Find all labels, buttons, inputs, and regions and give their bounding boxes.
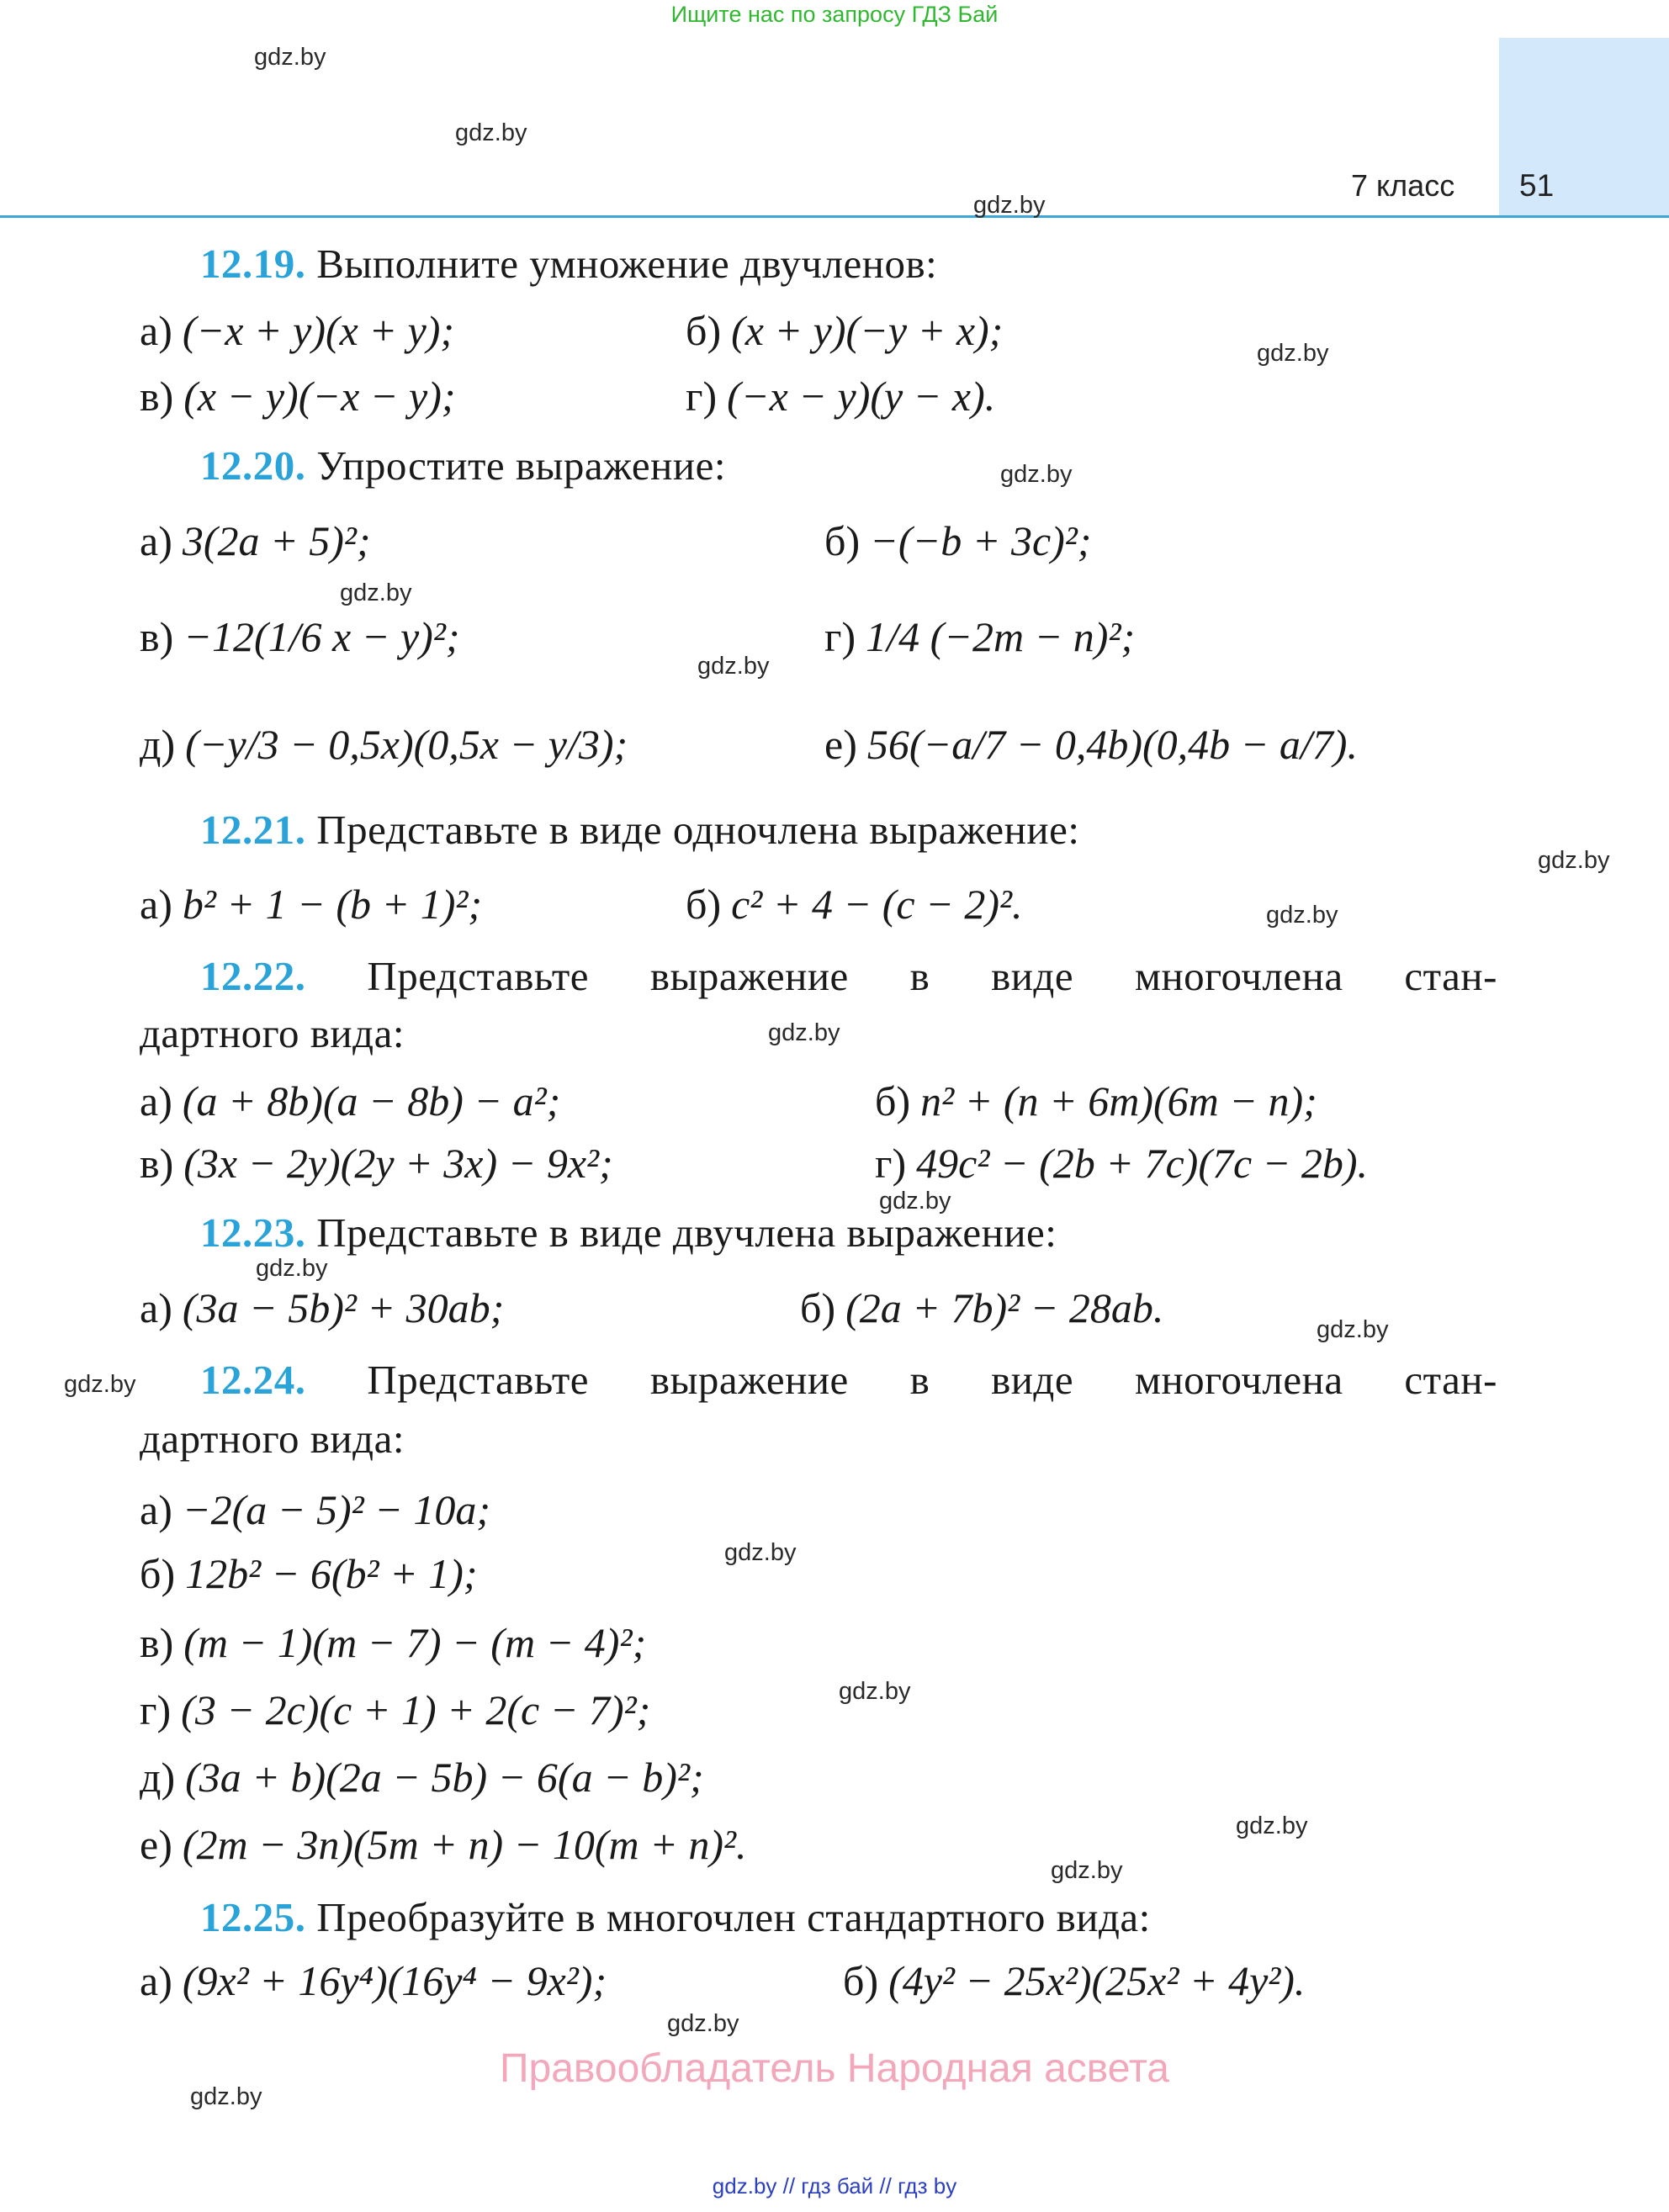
exercise-item <box>140 1753 704 1802</box>
task-title: Представьте в виде двучлена выражение: <box>316 1209 1057 1256</box>
watermark: gdz.by <box>1000 461 1073 488</box>
item-label: б) <box>140 1550 176 1597</box>
title-word: виде <box>991 1357 1074 1403</box>
exercise-item <box>140 1283 504 1332</box>
footer-links: gdz.by // гдз бай // гдз by <box>712 2173 957 2199</box>
watermark: gdz.by <box>724 1539 797 1566</box>
item-expression: −(−b + 3c)²; <box>870 517 1092 564</box>
item-expression: (3 − 2c)(c + 1) + 2(c − 7)²; <box>181 1686 651 1733</box>
item-label: а) <box>140 307 172 354</box>
watermark: gdz.by <box>1538 847 1610 874</box>
task-title: Преобразуйте в многочлен стандартного вида: <box>316 1894 1151 1940</box>
task-heading <box>200 1356 1497 1404</box>
watermark: gdz.by <box>64 1371 136 1398</box>
watermark: gdz.by <box>1317 1316 1389 1343</box>
item-label: б) <box>824 517 861 564</box>
title-word: многочлена <box>1134 1357 1343 1403</box>
exercise-item <box>824 516 1091 565</box>
item-label: г) <box>140 1686 172 1733</box>
header-rule <box>0 215 1669 218</box>
task-number: 12.23. <box>200 1209 306 1256</box>
item-label: б) <box>843 1957 879 2004</box>
title-word: стан- <box>1404 1357 1497 1403</box>
watermark: gdz.by <box>667 2010 739 2037</box>
exercise-item <box>140 1485 490 1534</box>
title-word: виде <box>991 953 1074 999</box>
item-expression: −12(1/6 x − y)²; <box>183 613 460 660</box>
item-label: в) <box>140 373 174 420</box>
item-expression: (m − 1)(m − 7) − (m − 4)²; <box>183 1619 647 1666</box>
exercise-item <box>140 1618 646 1667</box>
grade-label: 7 класс <box>1351 168 1455 203</box>
exercise-item <box>686 372 995 421</box>
exercise-item <box>140 880 482 929</box>
item-label: а) <box>140 881 172 928</box>
exercise-item <box>140 1139 613 1188</box>
item-expression: (x + y)(−y + x); <box>731 307 1004 354</box>
item-expression: (−y/3 − 0,5x)(0,5x − y/3); <box>185 721 628 768</box>
item-label: а) <box>140 1486 172 1533</box>
title-word: в <box>909 1357 930 1403</box>
page-number: 51 <box>1519 168 1555 203</box>
item-expression: (−x + y)(x + y); <box>182 307 455 354</box>
item-label: д) <box>140 721 176 768</box>
exercise-item <box>140 516 371 565</box>
item-label: б) <box>686 881 722 928</box>
item-label: а) <box>140 1077 172 1125</box>
exercise-item <box>824 720 1358 769</box>
item-label: д) <box>140 1754 176 1801</box>
task-number: 12.25. <box>200 1894 306 1940</box>
watermark: gdz.by <box>768 1019 840 1046</box>
item-expression: (3x − 2y)(2y + 3x) − 9x²; <box>183 1140 613 1187</box>
task-number: 12.19. <box>200 241 306 287</box>
item-label: а) <box>140 1284 172 1331</box>
item-expression: 12b² − 6(b² + 1); <box>185 1550 478 1597</box>
task-heading <box>200 806 1080 854</box>
exercise-item <box>875 1139 1368 1188</box>
watermark: gdz.by <box>1236 1812 1308 1839</box>
top-banner: Ищите нас по запросу ГДЗ Бай <box>670 2 999 27</box>
task-number: 12.21. <box>200 807 306 853</box>
title-word: многочлена <box>1134 953 1343 999</box>
item-expression: (9x² + 16y⁴)(16y⁴ − 9x²); <box>182 1957 607 2004</box>
exercise-item <box>140 372 456 421</box>
watermark: gdz.by <box>697 653 770 680</box>
item-label: г) <box>824 613 856 660</box>
item-label: г) <box>686 373 718 420</box>
item-label: в) <box>140 613 174 660</box>
watermark: gdz.by <box>839 1678 911 1705</box>
item-expression: (x − y)(−x − y); <box>183 373 456 420</box>
watermark: gdz.by <box>455 119 527 146</box>
exercise-item <box>686 880 1022 929</box>
watermark: gdz.by <box>973 192 1046 219</box>
title-word: выражение <box>649 953 849 999</box>
exercise-item <box>140 1685 650 1734</box>
watermark: gdz.by <box>1266 902 1338 929</box>
item-label: в) <box>140 1619 174 1666</box>
exercise-item <box>824 612 1135 661</box>
item-label: е) <box>824 721 857 768</box>
task-title-continuation: дартного вида: <box>140 1010 405 1056</box>
exercise-item <box>875 1077 1317 1125</box>
task-heading <box>200 240 937 288</box>
watermark: gdz.by <box>1257 340 1329 367</box>
exercise-item <box>843 1956 1305 2005</box>
item-label: в) <box>140 1140 174 1187</box>
title-word: Представьте <box>367 1357 590 1403</box>
item-label: е) <box>140 1821 172 1868</box>
task-title: Упростите выражение: <box>316 442 726 489</box>
watermark: gdz.by <box>879 1188 951 1214</box>
item-expression: (3a − 5b)² + 30ab; <box>182 1284 505 1331</box>
task-title: Выполните умножение двучленов: <box>316 241 938 287</box>
watermark: gdz.by <box>340 579 412 606</box>
item-expression: 3(2a + 5)²; <box>182 517 371 564</box>
title-word: Представьте <box>367 953 590 999</box>
task-heading <box>200 442 726 489</box>
item-expression: (4y² − 25x²)(25x² + 4y²). <box>888 1957 1306 2004</box>
item-expression: (2a + 7b)² − 28ab. <box>845 1284 1164 1331</box>
title-word: выражение <box>649 1357 849 1403</box>
item-label: б) <box>875 1077 911 1125</box>
task-number: 12.22. <box>200 953 306 999</box>
item-expression: 1/4 (−2m − n)²; <box>866 613 1136 660</box>
item-expression: (−x − y)(y − x). <box>727 373 996 420</box>
task-heading <box>200 1209 1057 1257</box>
item-expression: (2m − 3n)(5m + n) − 10(m + n)². <box>182 1821 747 1868</box>
exercise-item <box>686 306 1003 355</box>
watermark: gdz.by <box>254 44 326 71</box>
item-expression: 56(−a/7 − 0,4b)(0,4b − a/7). <box>866 721 1358 768</box>
exercise-item <box>140 612 459 661</box>
task-number: 12.20. <box>200 442 306 489</box>
exercise-item <box>800 1283 1163 1332</box>
item-label: б) <box>800 1284 836 1331</box>
exercise-item <box>140 1549 478 1598</box>
watermark: gdz.by <box>256 1255 328 1282</box>
item-label: а) <box>140 1957 172 2004</box>
exercise-item <box>140 306 454 355</box>
task-heading <box>200 1893 1151 1941</box>
item-expression: c² + 4 − (c − 2)². <box>731 881 1023 928</box>
exercise-item <box>140 1820 747 1869</box>
item-expression: (a + 8b)(a − 8b) − a²; <box>182 1077 561 1125</box>
watermark: gdz.by <box>190 2083 262 2110</box>
item-label: г) <box>875 1140 907 1187</box>
item-expression: 49c² − (2b + 7c)(7c − 2b). <box>916 1140 1369 1187</box>
task-title-continuation: дартного вида: <box>140 1416 405 1462</box>
item-label: б) <box>686 307 722 354</box>
task-title: Представьте в виде одночлена выражение: <box>316 807 1080 853</box>
watermark: gdz.by <box>1051 1857 1123 1884</box>
exercise-item <box>140 720 628 769</box>
title-word: в <box>909 953 930 999</box>
exercise-item <box>140 1077 560 1125</box>
item-expression: −2(a − 5)² − 10a; <box>182 1486 491 1533</box>
copyright-notice: Правообладатель Народная асвета <box>500 2046 1169 2091</box>
item-expression: b² + 1 − (b + 1)²; <box>182 881 482 928</box>
title-word: стан- <box>1404 953 1497 999</box>
exercise-item <box>140 1956 607 2005</box>
task-number: 12.24. <box>200 1357 306 1403</box>
item-label: а) <box>140 517 172 564</box>
item-expression: (3a + b)(2a − 5b) − 6(a − b)²; <box>185 1754 704 1801</box>
task-heading <box>200 952 1497 1000</box>
item-expression: n² + (n + 6m)(6m − n); <box>920 1077 1317 1125</box>
